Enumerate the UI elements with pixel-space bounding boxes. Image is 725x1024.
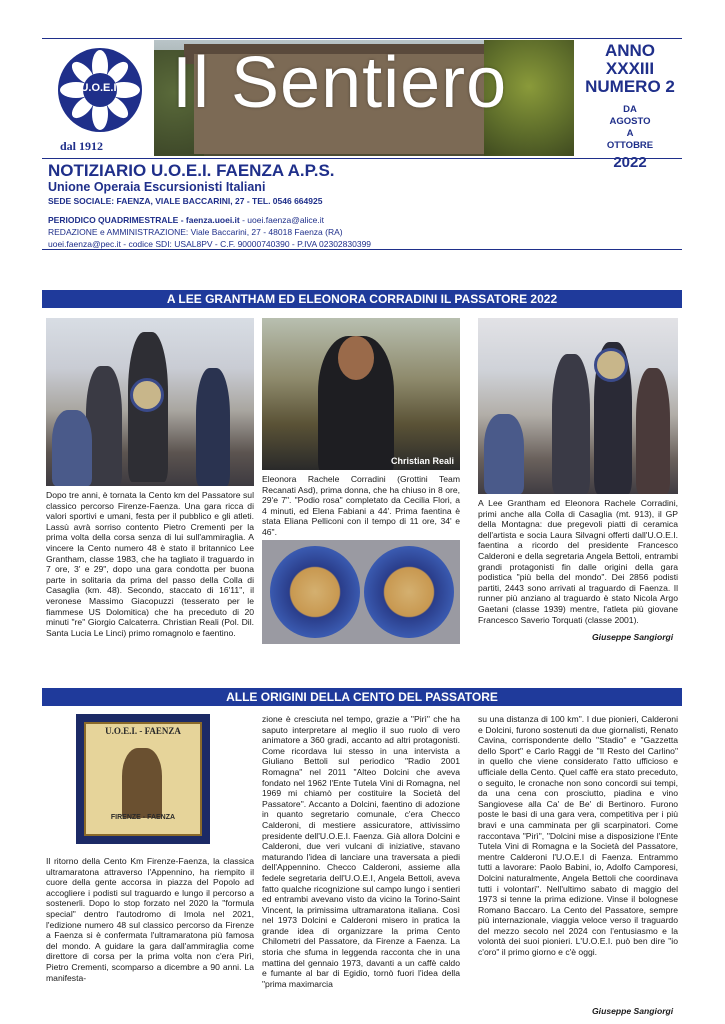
issue-number: NUMERO 2 bbox=[585, 77, 675, 96]
article2-heading: ALLE ORIGINI DELLA CENTO DEL PASSATORE bbox=[42, 688, 682, 706]
logo-text: U.O.E.I. bbox=[80, 82, 120, 94]
masthead-rule bbox=[42, 158, 682, 159]
seat-address: SEDE SOCIALE: FAENZA, VIALE BACCARINI, 27 - TEL. 0546 664925 bbox=[48, 196, 323, 206]
newsletter-subtitle: Unione Operaia Escursionisti Italiani bbox=[48, 180, 266, 194]
article1-col1: Dopo tre anni, è tornata la Cento km del Passatore sul classico percorso Firenze-Faenza. Una gara ricca di valori sportivi e umani, festa per il pubblico e gli atleti. Lassù avrà sorriso contento Pietro Crementi per la prima volta della corsa senza di lui sull'ammiraglia. A vincere la Cento numero 48 è stato il britannico Lee Grantham, classe 1983, che ha tagliato il traguardo in 7 ore, 3' e 29", dopo una gara condotta per buona parte in solitaria da prima del passo della Colla di Casaglia (km. 48). Secondo, staccato di 16'11", il veronese Massimo Giacopuzzi (tesserato per le fiammese US Dolomitica) che ha preceduto di 20 minuti "re" Giorgio Calcaterra. Christian Reali (Pol. Dil. Santa Lucia Le Linci) primo romagnolo e faentino. bbox=[46, 490, 254, 638]
top-rule bbox=[42, 38, 682, 39]
runner-portrait-photo bbox=[262, 318, 460, 470]
podium-photo-women bbox=[478, 318, 678, 494]
issue-info bbox=[580, 42, 680, 171]
header-rule bbox=[42, 249, 682, 250]
issue-year: ANNO XXXIII bbox=[604, 41, 656, 78]
podium-photo-men bbox=[46, 318, 254, 486]
masthead-banner bbox=[154, 40, 574, 156]
masthead-title: Il Sentiero bbox=[172, 43, 508, 123]
article2-col3: su una distanza di 100 km". I due pionieri, Calderoni e Dolcini, furono sostenuti da due giornalisti, Renato Cavina, corrispondente dello "Stadio" e "Gazzetta dello Sport" e Carlo Raggi de "Il Resto del Carlino" in quello che viene considerato l'atto ufficioso e ufficiale della Cento. Quel caffè era stato preceduto, o seguito, le cronache non sono concordi sui tempi, da una cena con prosciutto, piadina e vino Sangiovese alla Ca' de Be' di Bertinoro. Furono poste le basi di una gara vera, competitiva per i più bravi e una camminata per gli scarpinatori. Come raccontava "Pirì", "Dolcini mise a disposizione l'Ente Tutela Vini di Romagna e la Società del Passatore, mentre Calderoni l'U.O.E.I di Faenza. Entrammo tutti a lavorare: Paolo Babini, io, Adolfo Camporesi, Dolcini naturalmente, Angela Bettoli che coordinava tutti i volontari". Nell'ultimo sabato di maggio del 1973 si tenne la prima edizione. Vinse il bolognese Romano Baccaro. La Cento del Passatore, sempre più internazionale, viaggia veloce verso il traguardo del mezzo secolo nel 2024 con l'entusiasmo e la volontà dei suoi pionieri. L'U.O.E.I. può ben dire "io c'oro" il primo giorno e c'è oggi. bbox=[478, 714, 678, 958]
poster-title: U.O.E.I. - FAENZA bbox=[105, 726, 181, 736]
publication-details: PERIODICO QUADRIMESTRALE - faenza.uoei.it - uoei.faenza@alice.it REDAZIONE e AMMINISTRAZIONE: Viale Baccarini, 27 - 48018 Faenza (RA) uoei.faenza@pec.it - codice SDI: USAL8PV - C.F. 90000740390 - P.IVA 02302830399 bbox=[48, 215, 372, 249]
article1-col2: Eleonora Rachele Corradini (Grottini Team Recanati Asd), prima donna, che ha chiuso in 8 ore, 29'e 7". "Podio rosa" completato da Cecilia Flori, a 4 minuti, ed Elena Fabiani a 44'. Prima faentina è stata Eliana Pelliconi con il tempo di 11 ore, 34' e 46". bbox=[262, 474, 460, 537]
issue-year-number: 2022 bbox=[613, 154, 647, 171]
header-info bbox=[48, 162, 608, 250]
article2-signature: Giuseppe Sangiorgi bbox=[592, 1006, 674, 1016]
issue-dates: DA AGOSTO A OTTOBRE bbox=[606, 104, 654, 151]
poster-subtitle: FIRENZE - FAENZA bbox=[110, 814, 176, 821]
article1-signature: Giuseppe Sangiorgi bbox=[592, 632, 674, 642]
logo-since: dal 1912 bbox=[60, 139, 104, 153]
article1-col3: A Lee Grantham ed Eleonora Rachele Corradini, primi anche alla Colla di Casaglia (mt. 913), il GP della Montagna: due pregevoli piatti di ceramica dell'artista e socia Laura Silvagni offerti dall'U.O.E.I. faentina a ricordo del presidente Francesco Calderoni e della segretaria Angela Bettoli, entrambi grandi protagonisti fin dalle origini della gara podistica "più bella del mondo". Dei 2856 podisti partiti, 2443 sono arrivati al traguardo di Faenza. Il runner più anziano al traguardo è stato Nicola Argo Gaetani (classe 1939) mentre, l'atleta più giovane Francesco Saverio Torquati (classe 2001). bbox=[478, 498, 678, 625]
article2-col2: zione è cresciuta nel tempo, grazie a "Pirì" che ha saputo interpretare al meglio il suo ruolo di vero animatore a 360 gradi, accanto ad altri protagonisti. Come ricordava lui stesso in una intervista a Giuliano Bettoli sul periodico "Radio 2001 Romagna" nel 2011 "Alteo Dolcini che aveva fondato nel 1962 l'Ente Tutela Vini di Romagna, nel 1969 mi chiamò per costituire la Società del Passatore". Accanto a Dolcini, faentino di adozione in quanto segretario comunale, c'era Checco Calderoni, di mestiere assicuratore, attivissimo presidente dell'U.O.E.I. Faenza. Già allora Dolcini e Calderoni, due veri vulcani di iniziative, stavano maturando l'idea di lanciare una traversata a piedi dell'Appennino. Checco Calderoni, assieme alla fedele segretaria dell'U.O.E.I, Angela Bettoli, aveva fatto qualche ricognizione sul campo lungo i sentieri ed entrambi avevano visto da vicino la Torino-Saint Vincent, la primissima ultramaratona italiana. Così nel 1973 Dolcini e Calderoni misero in pratica la grande idea di organizzare la prima Cento Chilometri del Passatore, da Firenze a Faenza. La storia che sfuma in leggenda racconta che in una mattina del gennaio 1973, davanti a un caffè caldo e fumante al bar di Egidio, tornò fuori l'idea della "prima maximarcia bbox=[262, 714, 460, 989]
photo-credit: Christian Reali bbox=[390, 456, 454, 466]
article2-col1: Il ritorno della Cento Km Firenze-Faenza, la classica ultramaratona attraverso l'Appennino, ha riempito il cuore della gente accorsa in piazza del Popolo ad accogliere i podisti sul traguardo e lungo il percorso a sostenerli. Dopo lo stop forzato nel 2020 la "formula special" dentro l'autodromo di Imola nel 2021, l'edizione numero 48 sul classico percorso da Firenze a Faenza si è confermata l'ultramaratona più famosa del mondo. A guidare la gara dall'ammiraglia come direttore di corsa per la prima volta non c'era Pirì, Pietro Crementi, scomparso a dicembre a 90 anni. La manifesta- bbox=[46, 856, 254, 983]
newsletter-title: NOTIZIARIO U.O.E.I. FAENZA A.P.S. bbox=[48, 161, 335, 180]
uoei-logo bbox=[48, 40, 152, 155]
article1-heading: A LEE GRANTHAM ED ELEONORA CORRADINI IL PASSATORE 2022 bbox=[42, 290, 682, 308]
historic-poster-image bbox=[76, 714, 210, 844]
ceramic-plates-photo bbox=[262, 540, 460, 644]
